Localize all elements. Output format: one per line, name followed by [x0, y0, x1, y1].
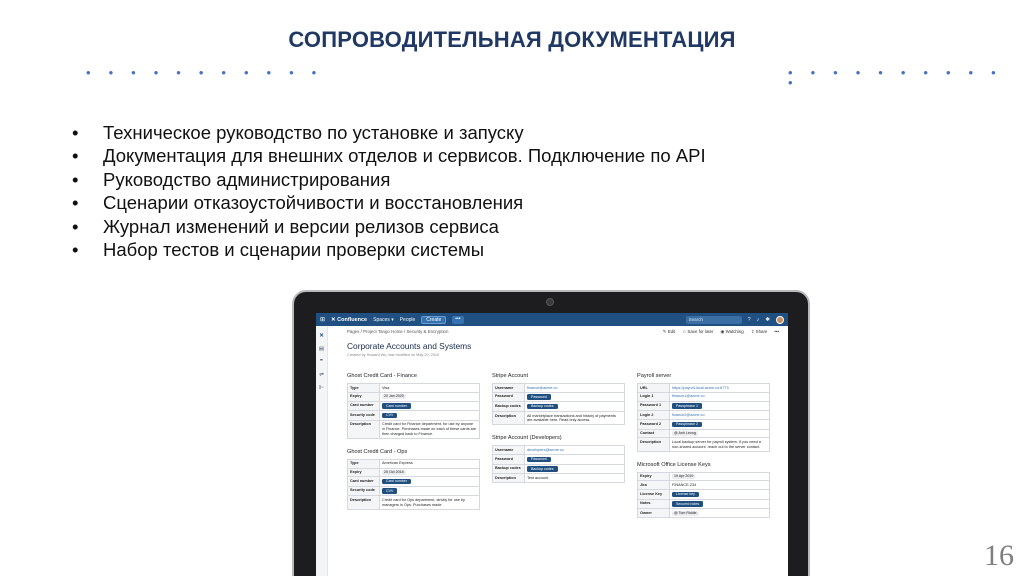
card-number-button[interactable]: Card number — [382, 479, 411, 484]
date-chip: 25 Oct 2018 — [384, 470, 404, 475]
value-cell — [380, 401, 480, 411]
key-cell: Password — [493, 392, 525, 402]
key-cell: Backup codes — [493, 402, 525, 412]
key-cell: Login 2 — [638, 411, 670, 420]
bullet-list — [72, 121, 706, 261]
value-cell[interactable]: FINANCE-234 — [670, 481, 770, 490]
section-title: Stripe Account — [492, 373, 529, 379]
bullet-item: • Руководство администрирования — [72, 168, 706, 191]
value-cell: Credit card for Ops department, strictly for use by managers in Ops. Purchases made — [380, 496, 480, 509]
table-row — [638, 472, 770, 481]
slide-title: СОПРОВОДИТЕЛЬНАЯ ДОКУМЕНТАЦИЯ — [288, 27, 736, 52]
value-cell — [670, 490, 770, 500]
key-cell: License Key — [638, 490, 670, 500]
key-cell: Security code — [348, 411, 380, 421]
license-key-button[interactable]: License key — [672, 492, 699, 497]
bullet-item: • Журнал изменений и версии релизов сервиса — [72, 215, 706, 238]
user-mention[interactable]: @ Anh Leong — [674, 431, 696, 436]
section-title: Stripe Account (Developers) — [492, 435, 562, 442]
settings-icon[interactable]: ✱ — [765, 316, 770, 323]
table-row — [638, 401, 770, 411]
page-content — [347, 329, 783, 576]
cvv-button[interactable]: CVV — [382, 413, 397, 418]
key-cell: Expiry — [348, 392, 380, 401]
key-cell: Username — [493, 446, 525, 455]
table-row — [638, 392, 770, 401]
table-row — [493, 474, 625, 483]
key-cell: Login 1 — [638, 392, 670, 401]
value-cell — [525, 402, 625, 412]
payroll-table — [637, 383, 770, 452]
table-row — [493, 392, 625, 402]
create-button[interactable]: Create — [421, 316, 446, 324]
value-cell: All marketplace transactions and history of payments are available here. Read only access. — [525, 411, 625, 424]
value-cell[interactable]: finance1@acme.co — [670, 392, 770, 401]
value-cell — [670, 499, 770, 509]
value-cell: Local backup server for payroll system. If you need a non-shared account, reach out to the server contact. — [670, 438, 770, 451]
table-row — [638, 438, 770, 451]
more-actions-button[interactable]: ••• — [774, 329, 779, 334]
column-right — [637, 373, 770, 518]
key-cell: Description — [493, 411, 525, 424]
password-button[interactable]: Password — [527, 457, 551, 462]
table-row — [348, 468, 480, 477]
blog-icon[interactable]: ❞ — [320, 359, 323, 365]
more-button[interactable]: ••• — [452, 316, 463, 324]
bullet-item: • Сценарии отказоустойчивости и восстановления — [72, 191, 706, 214]
key-cell: Card number — [348, 477, 380, 487]
backup-codes-button[interactable]: Backup codes — [527, 404, 558, 409]
table-row — [493, 455, 625, 465]
bullet-item: • Документация для внешних отделов и сервисов. Подключение по API — [72, 144, 706, 167]
value-cell — [670, 401, 770, 411]
table-row — [638, 509, 770, 518]
key-cell: Password 1 — [638, 401, 670, 411]
nav-spaces[interactable]: Spaces ▾ — [373, 316, 394, 323]
passphrase-button[interactable]: Passphrase 2 — [672, 422, 702, 427]
table-row — [638, 499, 770, 509]
cvv-button[interactable]: CVV — [382, 488, 397, 493]
value-cell: Test account — [525, 474, 625, 483]
confluence-topbar — [316, 313, 788, 326]
key-cell: Description — [348, 496, 380, 509]
value-cell — [670, 419, 770, 429]
table-row — [638, 419, 770, 429]
save-for-later-button[interactable]: ☆ Save for later — [682, 329, 714, 334]
decorative-dots-left: • • • • • • • • • • • — [86, 65, 324, 80]
value-cell: Credit card for Finance department, for use by anyone in Finance. Purchases made on each of these cards are then charged back to Finance. — [380, 420, 480, 438]
value-cell — [670, 509, 770, 518]
ghost-finance-table — [347, 383, 480, 439]
table-row — [638, 411, 770, 420]
shortcuts-icon[interactable]: ⇌ — [319, 372, 324, 378]
bullet-item: • Техническое руководство по установке и запуску — [72, 121, 706, 144]
key-cell: Password — [493, 455, 525, 465]
value-cell — [380, 411, 480, 421]
key-cell: Password 2 — [638, 419, 670, 429]
key-cell: Card number — [348, 401, 380, 411]
sidebar — [316, 326, 328, 576]
value-cell: American Express — [380, 459, 480, 468]
value-cell[interactable]: developers@acme.co — [525, 446, 625, 455]
value-cell — [525, 455, 625, 465]
value-cell[interactable]: https://payroll-local.acme.co:8773 — [670, 384, 770, 393]
stripe-dev-table — [492, 445, 625, 483]
value-cell — [380, 468, 480, 477]
table-row — [638, 490, 770, 500]
key-cell: URL — [638, 384, 670, 393]
key-cell: Description — [348, 420, 380, 438]
breadcrumb[interactable]: Pages / Project Tango Home / Security & Encryption — [347, 329, 449, 334]
ghost-ops-table — [347, 459, 480, 510]
watching-button[interactable]: ◉ Watching — [720, 329, 744, 334]
table-row — [348, 496, 480, 509]
key-cell: Jira — [638, 481, 670, 490]
table-row — [348, 486, 480, 496]
laptop-frame — [292, 290, 810, 576]
bullet-item: • Набор тестов и сценарии проверки системы — [72, 238, 706, 261]
table-row — [493, 384, 625, 393]
edit-button[interactable]: ✎ Edit — [662, 329, 676, 334]
password-button[interactable]: Password — [527, 394, 551, 399]
key-cell: Type — [348, 384, 380, 393]
decorative-dots-right: • • • • • • • • • • • — [788, 65, 1003, 90]
table-row — [638, 481, 770, 490]
ms-office-table — [637, 472, 770, 519]
value-cell[interactable]: finance@acme.co — [525, 384, 625, 393]
camera-icon — [546, 298, 554, 306]
key-cell: Expiry — [348, 468, 380, 477]
table-row — [348, 459, 480, 468]
key-cell: Description — [493, 474, 525, 483]
key-cell: Type — [348, 459, 380, 468]
notifications-icon[interactable]: ♪ — [756, 316, 760, 323]
key-cell: Username — [493, 384, 525, 393]
key-cell: Notes — [638, 499, 670, 509]
section-title: Microsoft Office License Keys — [637, 461, 711, 468]
value-cell — [525, 392, 625, 402]
page-actions — [663, 329, 779, 335]
key-cell: Owner — [638, 509, 670, 518]
value-cell: Visa — [380, 384, 480, 393]
value-cell — [670, 472, 770, 481]
passphrase-button[interactable]: Passphrase 1 — [672, 403, 702, 408]
value-cell[interactable]: finance2@acme.co — [670, 411, 770, 420]
key-cell: Contact — [638, 429, 670, 438]
table-row — [493, 446, 625, 455]
table-row — [638, 384, 770, 393]
table-row — [348, 392, 480, 401]
date-chip: 19 Apr 2019 — [674, 474, 694, 479]
pages-icon[interactable]: ▤ — [318, 346, 325, 352]
app-switcher-icon[interactable]: ⊞ — [320, 317, 326, 323]
search-input[interactable]: Search — [686, 316, 742, 324]
value-cell — [380, 477, 480, 487]
laptop-screen — [316, 313, 788, 576]
key-cell: Expiry — [638, 472, 670, 481]
tree-icon[interactable]: ⊩ — [319, 385, 324, 391]
table-row — [348, 411, 480, 421]
avatar[interactable] — [776, 316, 784, 324]
stripe-table — [492, 383, 625, 425]
section-title: Ghost Credit Card - Ops — [347, 448, 408, 455]
table-row — [348, 477, 480, 487]
key-cell: Backup codes — [493, 464, 525, 474]
page-title: Corporate Accounts and Systems — [347, 341, 472, 351]
space-logo-icon[interactable]: ✕ — [319, 333, 324, 339]
value-cell — [380, 392, 480, 401]
table-row — [348, 401, 480, 411]
column-left — [347, 373, 480, 510]
table-row — [348, 420, 480, 438]
page-number: 16 — [984, 539, 1014, 572]
section-title: Ghost Credit Card - Finance — [347, 373, 417, 379]
confluence-logo[interactable]: ✕ Confluence — [331, 316, 368, 323]
column-middle — [492, 373, 625, 483]
value-cell — [670, 429, 770, 438]
nav-people[interactable]: People — [399, 316, 416, 323]
value-cell — [525, 464, 625, 474]
table-row — [493, 411, 625, 424]
help-icon[interactable]: ? — [747, 316, 751, 323]
key-cell: Description — [638, 438, 670, 451]
secured-notes-button[interactable]: Secured notes — [672, 501, 703, 506]
table-row — [493, 464, 625, 474]
date-chip: 20 Jan 2020 — [384, 394, 404, 399]
card-number-button[interactable]: Card number — [382, 403, 411, 408]
user-mention[interactable]: @ Tom Riddle — [674, 511, 697, 516]
page-byline: Created by Howard Wu, last modified on May 20, 2019 — [347, 353, 440, 357]
share-button[interactable]: ⇪ Share — [750, 329, 768, 334]
backup-codes-button[interactable]: Backup codes — [527, 466, 558, 471]
table-row — [493, 402, 625, 412]
table-row — [638, 429, 770, 438]
value-cell — [380, 486, 480, 496]
section-title: Payroll server — [637, 373, 672, 379]
key-cell: Security code — [348, 486, 380, 496]
table-row — [348, 384, 480, 393]
